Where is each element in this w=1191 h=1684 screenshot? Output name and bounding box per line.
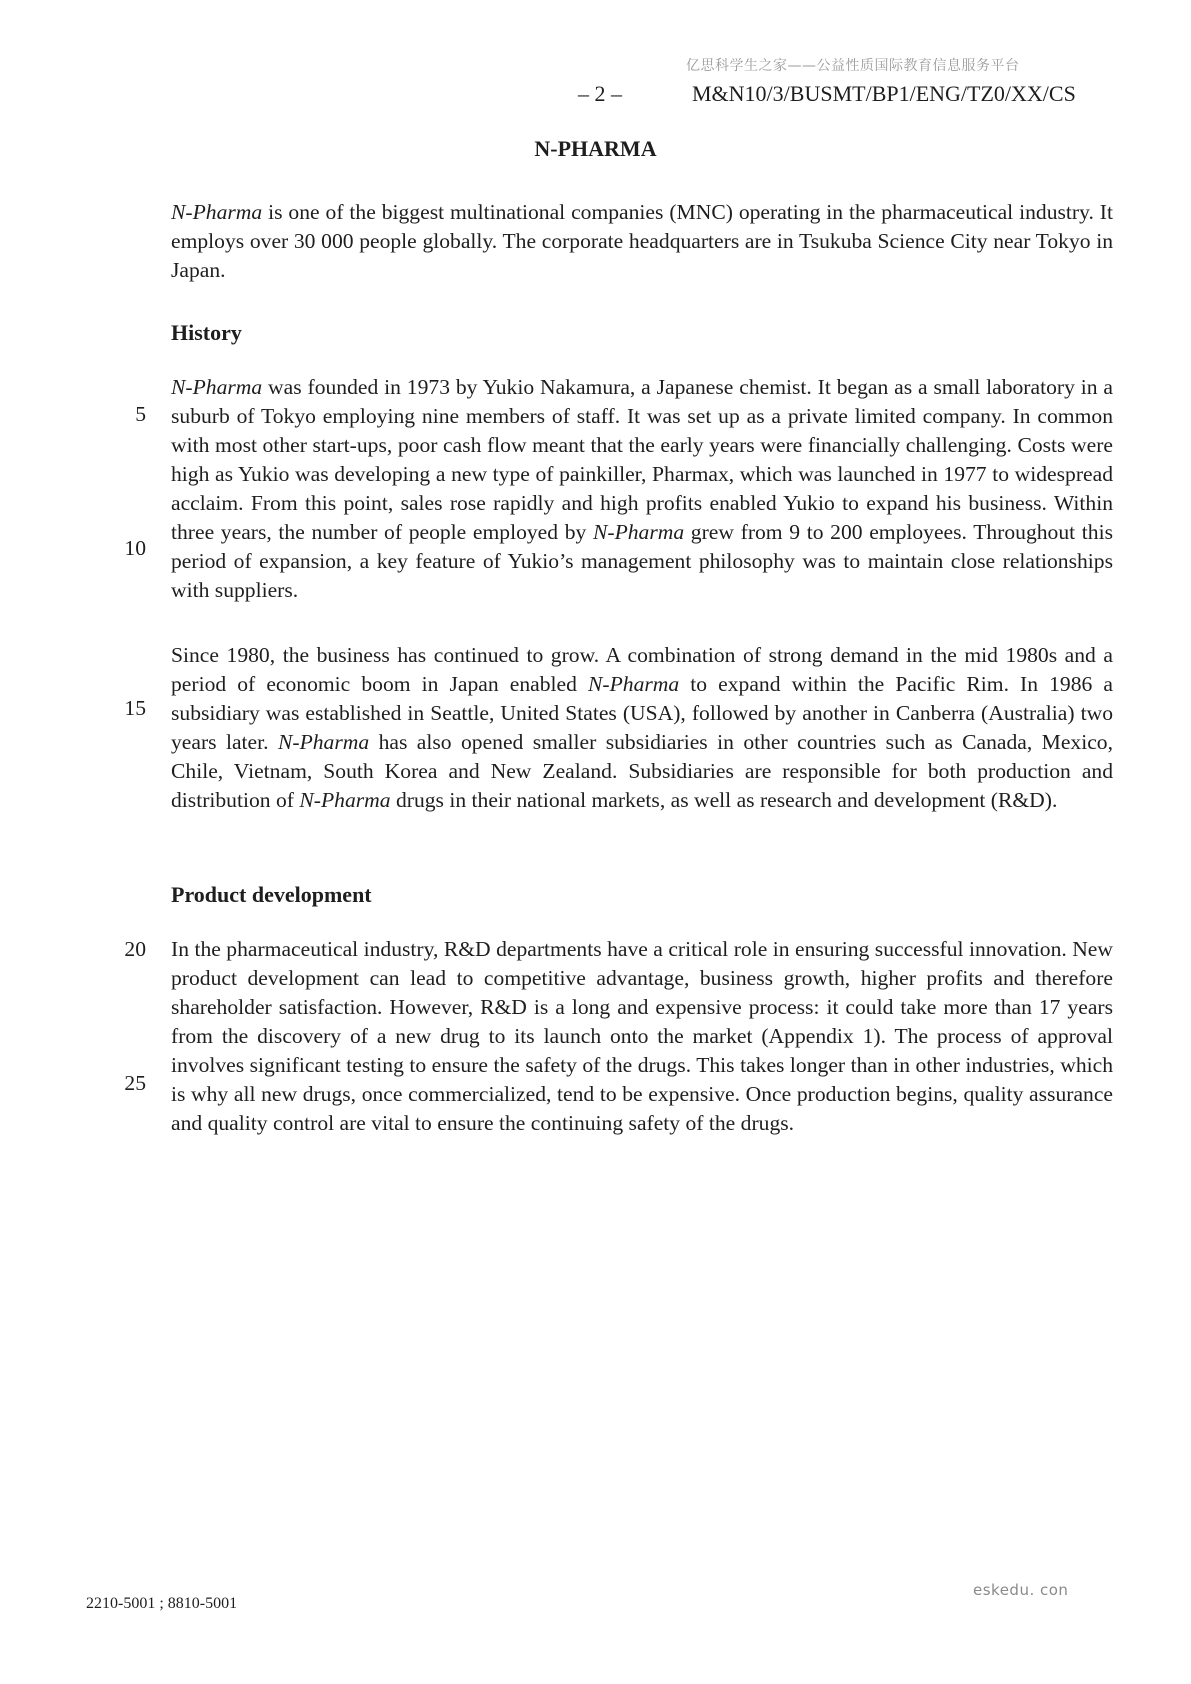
- history-p2-text-a: Since 1980, the business has continued to grow. A combination of strong demand in the mid 1980s and a period of economic boom in Japan enabled: [171, 643, 1113, 696]
- history-paragraph-2: [171, 641, 1113, 815]
- line-number: 15: [124, 696, 146, 720]
- page-number: – 2 –: [578, 81, 622, 106]
- product-development-paragraph: In the pharmaceutical industry, R&D departments have a critical role in ensuring successful innovation. New product development can lead to competitive advantage, business growth, higher profits and therefore shareholder satisfaction. However, R&D is a long and expensive process: it could take more than 17 years from the discovery of a new drug to its launch onto the market (Appendix 1). The process of approval involves significant testing to ensure the safety of the drugs. This takes longer than in other industries, which is why all new drugs, once commercialized, tend to be expensive. Once production begins, quality assurance and quality control are vital to ensure the continuing safety of the drugs.: [171, 937, 1113, 1135]
- line-number: 5: [135, 402, 146, 426]
- history-p2-text-c: has also opened smaller subsidiaries in other countries such as Canada, Mexico, Chile, Vietnam, South Korea and New Zealand. Subsidiaries are responsible for both production and distribution of: [171, 730, 1114, 812]
- paper-code: M&N10/3/BUSMT/BP1/ENG/TZ0/XX/CS: [692, 81, 1076, 106]
- footer-code: 2210-5001 ; 8810-5001: [86, 1595, 238, 1612]
- history-p2-text-d: drugs in their national markets, as well as research and development (R&D).: [390, 788, 1058, 812]
- intro-text: is one of the biggest multinational companies (MNC) operating in the pharmaceutical industry. It employs over 30 000 people globally. The corporate headquarters are in Tsukuba Science City near Tokyo in Japan.: [171, 200, 1113, 282]
- product-development-heading: Product development: [171, 882, 372, 907]
- line-number: 25: [124, 1071, 146, 1095]
- watermark-bottom: eskedu. con: [973, 1581, 1069, 1599]
- company-name: N-Pharma: [171, 375, 263, 399]
- line-number: 10: [124, 536, 146, 560]
- history-heading: History: [171, 320, 242, 345]
- document-title: N-PHARMA: [534, 136, 657, 161]
- company-name: N-Pharma: [171, 200, 263, 224]
- company-name: N-Pharma: [299, 788, 391, 812]
- watermark-top: 亿思科学生之家——公益性质国际教育信息服务平台: [686, 58, 1020, 74]
- history-paragraph-1: [171, 373, 1113, 605]
- line-number: 20: [124, 937, 146, 961]
- history-p1-text-b: grew from 9 to 200 employees. Throughout this period of expansion, a key feature of Yukio’s management philosophy was to maintain close relationships with suppliers.: [171, 520, 1114, 602]
- history-p2-text-b: to expand within the Pacific Rim. In 1986 a subsidiary was established in Seattle, United States (USA), followed by another in Canberra (Australia) two years later.: [171, 672, 1113, 754]
- company-name: N-Pharma: [277, 730, 370, 754]
- company-name: N-Pharma: [588, 672, 680, 696]
- intro-paragraph: [171, 198, 1113, 285]
- history-p1-text-a: was founded in 1973 by Yukio Nakamura, a Japanese chemist. It began as a small laboratory in a suburb of Tokyo employing nine members of staff. It was set up as a private limited company. In common with most other start-ups, poor cash flow meant that the early years were financially challenging. Costs were high as Yukio was developing a new type of painkiller, Pharmax, which was launched in 1977 to widespread acclaim. From this point, sales rose rapidly and high profits enabled Yukio to expand his business. Within three years, the number of people employed by: [171, 375, 1113, 544]
- company-name: N-Pharma: [592, 520, 685, 544]
